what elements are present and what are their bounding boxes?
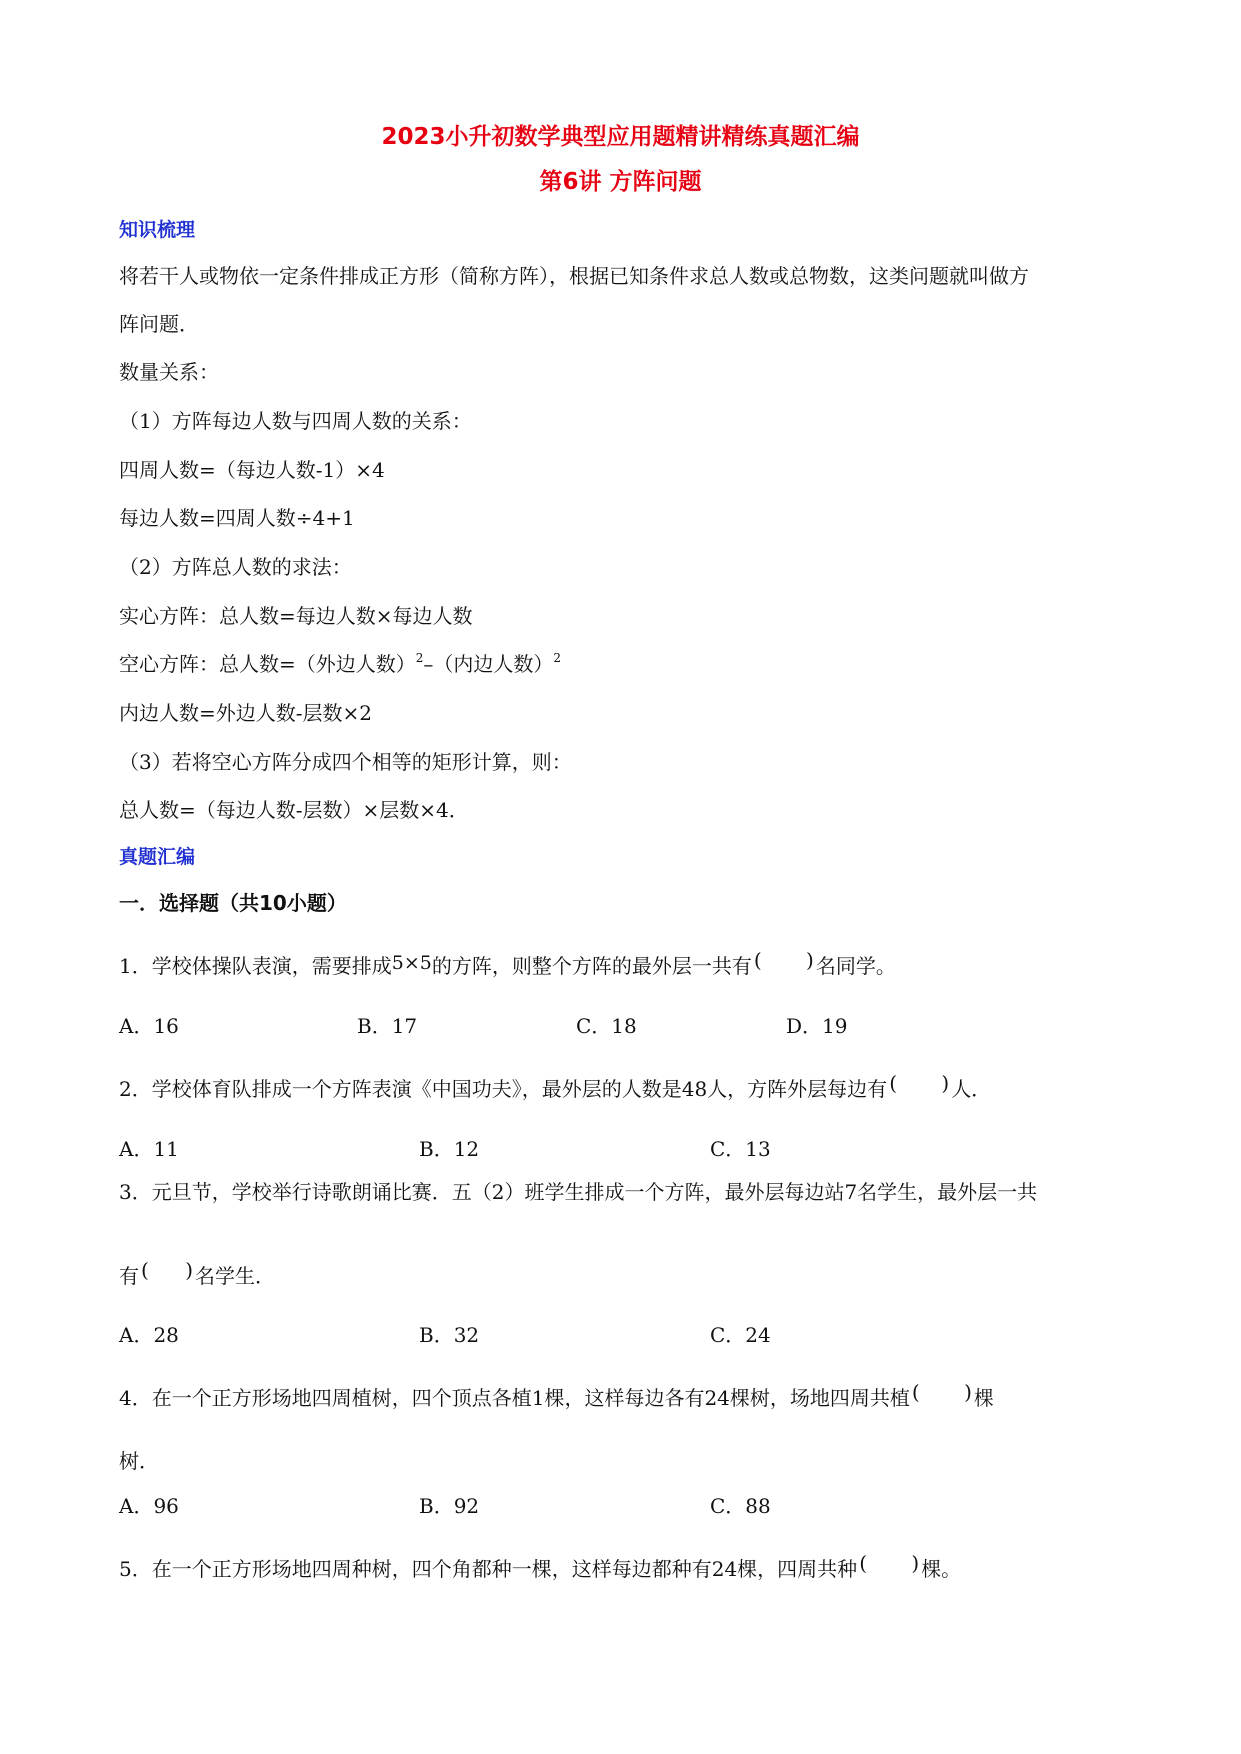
exam-heading: 真题汇编 [119, 846, 196, 868]
relation-2: （2）方阵总人数的求法： [119, 555, 352, 579]
question-4-text: 4．在一个正方形场地四周植树，四个顶点各植1棵，这样每边各有24棵树，场地四周共植 [119, 1386, 910, 1410]
relation-3: （3）若将空心方阵分成四个相等的矩形计算，则： [119, 750, 572, 774]
q1-option-d: D．19 [786, 1014, 848, 1038]
question-5-text: 5．在一个正方形场地四周种树，四个角都种一棵，这样每边都种有24棵，四周共种 [119, 1557, 858, 1581]
math-expression: 5×5 [391, 952, 432, 974]
q1-option-c: C．18 [576, 1014, 637, 1038]
question-4-line-2: 树． [119, 1449, 159, 1473]
intro-line-2: 阵问题． [119, 312, 199, 336]
section-title: 一．选择题（共10小题） [119, 891, 347, 915]
q2-option-b: B．12 [419, 1137, 480, 1161]
question-1-text: 的方阵，则整个方阵的最外层一共有 [431, 954, 752, 978]
question-3-text: 名学生． [195, 1264, 275, 1288]
superscript-2: 2 [415, 651, 424, 665]
q3-option-c: C．24 [710, 1323, 771, 1347]
knowledge-heading: 知识梳理 [119, 219, 196, 241]
formula-rectangle: 总人数=（每边人数-层数）×层数×4． [119, 798, 469, 822]
superscript-2: 2 [553, 651, 562, 665]
formula-hollow-part-1: 空心方阵：总人数=（外边人数） [119, 652, 416, 676]
question-4-text: 棵 [973, 1386, 994, 1410]
q1-option-a: A．16 [119, 1014, 179, 1038]
answer-blank: ( ) [889, 1071, 950, 1095]
formula-perimeter: 四周人数=（每边人数-1）×4 [119, 458, 385, 482]
relation-heading: 数量关系： [119, 360, 219, 384]
question-1-text: 名同学。 [815, 954, 896, 978]
q4-option-c: C．88 [710, 1494, 771, 1518]
q3-option-b: B．32 [419, 1323, 480, 1347]
answer-blank: ( ) [753, 948, 814, 972]
q2-option-a: A．11 [119, 1137, 179, 1161]
question-2-text: 人． [951, 1077, 992, 1101]
question-5 [119, 1551, 962, 1583]
formula-hollow-part-2: –（内边人数） [423, 652, 554, 676]
formula-hollow [119, 650, 561, 681]
intro-line-1: 将若干人或物依一定条件排成正方形（简称方阵），根据已知条件求总人数或总物数，这类问题就叫做方 [119, 264, 1029, 288]
question-5-text: 棵。 [921, 1557, 962, 1581]
question-4 [119, 1380, 994, 1412]
question-2 [119, 1071, 992, 1103]
formula-side: 每边人数=四周人数÷4+1 [119, 506, 355, 530]
q2-option-c: C．13 [710, 1137, 771, 1161]
question-3: 3．元旦节，学校举行诗歌朗诵比赛．五（2）班学生排成一个方阵，最外层每边站7名学生，最外层一共 [119, 1180, 1038, 1204]
document-title: 2023小升初数学典型应用题精讲精练真题汇编 [381, 124, 860, 150]
question-2-text: 2．学校体育队排成一个方阵表演《中国功夫》，最外层的人数是48人，方阵外层每边有 [119, 1077, 888, 1101]
question-1-text: 1．学校体操队表演，需要排成 [119, 954, 392, 978]
answer-blank: ( ) [911, 1380, 972, 1404]
q1-option-b: B．17 [357, 1014, 418, 1038]
lecture-subtitle: 第6讲 方阵问题 [539, 169, 702, 195]
q4-option-a: A．96 [119, 1494, 179, 1518]
formula-inner-side: 内边人数=外边人数-层数×2 [119, 701, 372, 725]
answer-blank: ( ) [859, 1551, 920, 1575]
q4-option-b: B．92 [419, 1494, 480, 1518]
question-3-line-2 [119, 1258, 275, 1290]
q3-option-a: A．28 [119, 1323, 179, 1347]
question-3-text: 有 [119, 1264, 139, 1288]
answer-blank: ( ) [141, 1258, 193, 1282]
question-1 [119, 948, 896, 981]
relation-1: （1）方阵每边人数与四周人数的关系： [119, 409, 472, 433]
formula-solid: 实心方阵：总人数=每边人数×每边人数 [119, 604, 473, 628]
